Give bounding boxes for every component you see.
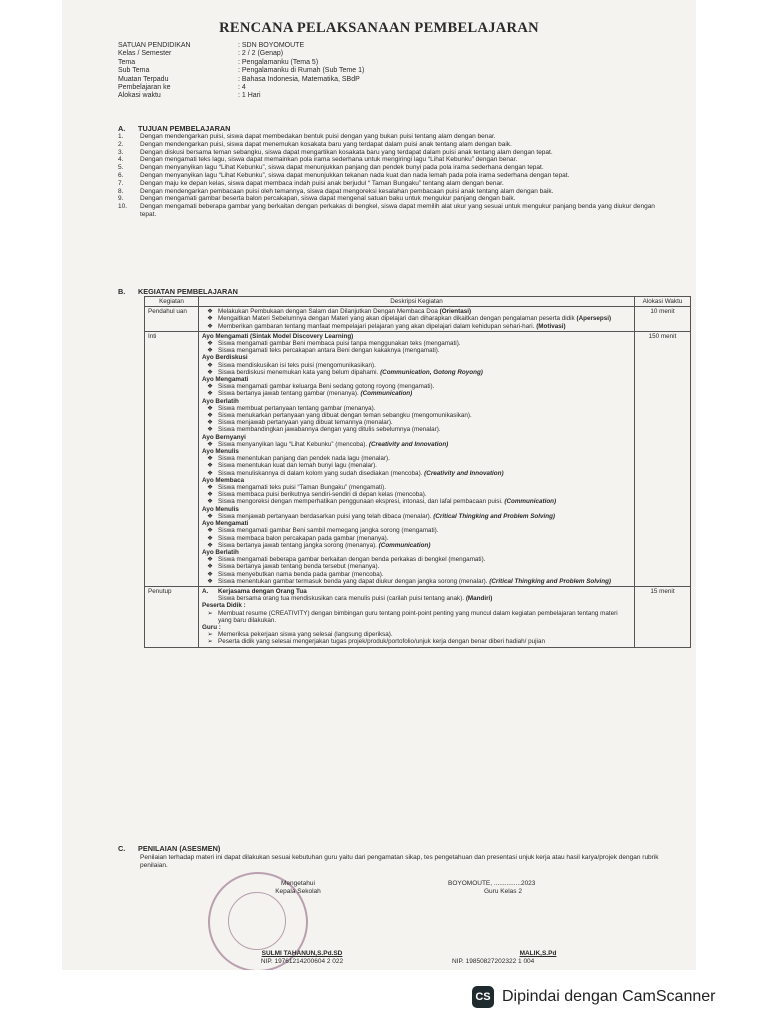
tujuan-text: Dengan menyanyikan lagu “Lihat Kebunku”, siswa dapat menunjukkan tekanan nada kuat dan nada lemah pada pola irama sederhana dengan tepat. <box>140 171 570 179</box>
document-title: RENCANA PELAKSANAAN PEMBELAJARAN <box>219 20 539 36</box>
guru-title: Guru : <box>202 623 221 631</box>
item-body: Siswa menjawab pertanyaan yang dibuat temannya (menalar). <box>218 419 393 427</box>
diamond-bullet-icon: ❖ <box>207 361 213 369</box>
identity-block <box>118 42 364 101</box>
section-c-title: PENILAIAN (ASESMEN) <box>138 844 221 853</box>
item-tag: (Motivasi) <box>536 322 566 330</box>
identity-value: : Pengalamanku (Tema 5) <box>238 58 319 66</box>
kegiatan-item <box>202 527 631 534</box>
identity-label: SATUAN PENDIDIKAN <box>118 42 191 49</box>
penutup-a-tag: (Mandiri) <box>465 595 493 603</box>
diamond-bullet-icon: ❖ <box>207 419 213 427</box>
identity-label: Muatan Terpadu <box>118 75 169 83</box>
tujuan-item <box>118 203 666 219</box>
pendahuluan-time: 10 menit <box>635 307 691 332</box>
penutup-a-number: A. <box>202 587 209 595</box>
tujuan-text: Dengan diskusi bersama teman sebangku, siswa dapat mengartikan kosakata baru yang terdapat dalam puisi anak tentang alam dengan tepat. <box>140 148 553 156</box>
guru-nip: NIP. 19850827202322 1 004 <box>452 958 535 965</box>
identity-label: Pembelajaran ke <box>118 84 171 92</box>
diamond-bullet-icon: ❖ <box>207 556 213 564</box>
tujuan-item <box>118 141 666 149</box>
diamond-bullet-icon: ❖ <box>207 315 213 323</box>
kegiatan-item <box>202 470 631 477</box>
item-body: Siswa bertanya jawab tentang gambar (menanya). <box>218 390 359 398</box>
identity-row <box>118 84 364 92</box>
tujuan-number: 4. <box>118 156 124 164</box>
item-body: Siswa menyebutkan nama benda pada gambar (mencoba). <box>218 570 384 578</box>
item-body: Siswa bertanya jawab tentang jangka sorong (menanya). <box>218 541 377 549</box>
identity-row <box>118 67 364 75</box>
kegiatan-item <box>202 426 631 433</box>
scanned-document <box>62 0 696 970</box>
tujuan-item <box>118 195 666 203</box>
kegiatan-item-text <box>218 563 379 570</box>
item-skill: (Communication) <box>504 498 557 506</box>
section-a-title: TUJUAN PEMBELAJARAN <box>138 124 231 133</box>
kegiatan-item <box>202 542 631 549</box>
activity-heading: Ayo Berdiskusi <box>202 354 248 362</box>
item-body: Siswa membandingkan jawabannya dengan yang ditulis sebelumnya (menalar). <box>218 426 441 434</box>
tujuan-number: 1. <box>118 133 124 140</box>
kegiatan-item <box>202 419 631 426</box>
section-a-number: A. <box>118 124 126 133</box>
item-body: Siswa mengamati beberapa gambar berkaitan dengan benda perkakas di bengkel (mengamati). <box>218 556 486 564</box>
item-body: Siswa mengoreksi dengan memperhatikan penggunaan ekspresi, intonasi, dan lafal pembacaan puisi. <box>218 498 503 506</box>
row-pendahuluan <box>145 307 691 332</box>
tujuan-item <box>118 164 666 172</box>
tujuan-text: Dengan maju ke depan kelas, siswa dapat membaca indah puisi anak berjudul “ Taman Bungaku” tentang alam dengan benar. <box>140 179 504 187</box>
diamond-bullet-icon: ❖ <box>207 484 213 492</box>
tujuan-item <box>118 172 666 180</box>
item-skill: (Critical Thingking and Problem Solving) <box>433 512 556 520</box>
section-c-number: C. <box>118 844 126 853</box>
signature-left <box>248 880 348 896</box>
diamond-bullet-icon: ❖ <box>207 498 213 506</box>
item-skill: (Creativity and Innovation) <box>424 469 504 477</box>
signature-right <box>448 880 598 896</box>
kegiatan-item-text <box>218 484 386 491</box>
row-penutup <box>145 586 691 647</box>
tujuan-item <box>118 133 666 141</box>
tujuan-item <box>118 180 666 188</box>
table-header-row <box>145 297 691 307</box>
diamond-bullet-icon: ❖ <box>207 577 213 585</box>
diamond-bullet-icon: ❖ <box>207 368 213 376</box>
kegiatan-item-text <box>218 347 440 354</box>
arrow-bullet-icon: ➢ <box>207 609 213 617</box>
item-body: Melakukan Pembukaan dengan Salam dan Dilanjutkan Dengan Membaca Doa <box>218 308 438 316</box>
identity-value: : Bahasa Indonesia, Matematika, SBdP <box>238 75 360 83</box>
kegiatan-item <box>202 362 631 369</box>
diamond-bullet-icon: ❖ <box>207 491 213 499</box>
identity-label: Tema <box>118 58 136 66</box>
kegiatan-item <box>202 347 631 354</box>
diamond-bullet-icon: ❖ <box>207 527 213 535</box>
diamond-bullet-icon: ❖ <box>207 462 213 470</box>
item-body: Siswa mengamati teks puisi “Taman Bungaku” (mengamati). <box>218 484 386 492</box>
kegiatan-item <box>202 390 631 397</box>
diamond-bullet-icon: ❖ <box>207 390 213 398</box>
diamond-bullet-icon: ❖ <box>207 563 213 571</box>
inti-desc <box>199 331 635 586</box>
kepala-sekolah-nip: NIP. 19761214200604 2 022 <box>260 958 344 965</box>
kegiatan-item <box>202 455 631 462</box>
item-body: Siswa menjawab pertanyaan berdasarkan puisi yang telah dibaca (menalar). <box>218 512 432 520</box>
activity-heading: Ayo Berlatih <box>202 548 239 556</box>
kegiatan-item-text <box>218 315 611 322</box>
kegiatan-item-text <box>218 462 377 469</box>
item-body: Siswa membaca puisi berikutnya sendiri-sendiri di depan kelas (mencoba). <box>218 491 427 499</box>
tujuan-text: Dengan mendengarkan pembacaan puisi oleh temannya, siswa dapat mengoreksi kesalahan pembacaan puisi anak tentang alam dengan baik. <box>140 187 554 195</box>
kegiatan-item-text <box>218 498 556 505</box>
penutup-a-text <box>202 595 631 602</box>
kegiatan-item-text <box>218 527 439 534</box>
item-body: Siswa menyanyikan lagu “Lihat Kebunku” (mencoba). <box>218 440 368 448</box>
tujuan-item <box>118 188 666 196</box>
item-body: Siswa mendiskusikan isi teks puisi (mengomunikasikan). <box>218 361 376 369</box>
kegiatan-item <box>202 535 631 542</box>
diamond-bullet-icon: ❖ <box>207 534 213 542</box>
diamond-bullet-icon: ❖ <box>207 570 213 578</box>
item-body: Siswa menukarkan pertanyaan yang dibuat dengan teman sebangku (mengomunikasikan). <box>218 412 472 420</box>
identity-label: Alokasi waktu <box>118 92 161 100</box>
kegiatan-item <box>202 462 631 469</box>
kegiatan-item-text <box>218 323 566 330</box>
item-skill: (Critical Thingking and Problem Solving) <box>489 577 612 585</box>
item-skill: (Communication) <box>378 541 431 549</box>
kegiatan-item <box>202 405 631 412</box>
item-body: Siswa membaca balon percakapan pada gambar (menanya). <box>218 534 389 542</box>
diamond-bullet-icon: ❖ <box>207 340 213 348</box>
item-body: Siswa mengamati teks percakapan antara Beni dengan kakaknya (mengamati). <box>218 347 440 355</box>
kegiatan-item-text <box>218 571 384 578</box>
peserta-item-text: Membuat resume (CREATIVITY) dengan bimbingan guru tentang point-point penting yang muncul dalam kegiatan pembelajaran tentang materi yang baru dilakukan. <box>218 609 618 624</box>
guru-item <box>202 638 631 645</box>
kegiatan-item-text <box>218 578 611 585</box>
item-body: Mengaitkan Materi Sebelumnya dengan Materi yang akan dipelajari dan diharapkan dikaitkan dengan pengalaman peserta didik <box>218 315 575 323</box>
item-skill: (Communication, Gotong Royong) <box>380 368 483 376</box>
header-deskripsi: Deskripsi Kegiatan <box>199 297 635 307</box>
arrow-bullet-icon: ➢ <box>207 631 213 639</box>
kegiatan-item <box>202 491 631 498</box>
identity-row <box>118 59 364 67</box>
tujuan-number: 10. <box>118 203 128 211</box>
section-b-number: B. <box>118 287 126 296</box>
diamond-bullet-icon: ❖ <box>207 440 213 448</box>
identity-value: : 2 / 2 (Genap) <box>238 50 284 58</box>
kegiatan-item-text <box>218 383 434 390</box>
kegiatan-item-text <box>218 405 376 412</box>
activity-heading: Ayo Mengamati (Sintak Model Discovery Learning) <box>202 332 354 340</box>
tujuan-text: Dengan mendengarkan puisi, siswa dapat membedakan bentuk puisi dengan yang bukan puisi tentang alam dengan benar. <box>140 133 496 140</box>
identity-label: Kelas / Semester <box>118 50 172 58</box>
kegiatan-item <box>202 412 631 419</box>
identity-row <box>118 50 364 58</box>
tujuan-number: 7. <box>118 179 124 187</box>
place-date: BOYOMOUTE, ...............2023 <box>448 880 536 887</box>
penutup-desc <box>199 586 635 647</box>
tujuan-text: Dengan mengamati gambar beserta balon percakapan, siswa dapat mengenal satuan baku untuk mengukur panjang dengan baik. <box>140 195 516 203</box>
pendahuluan-desc <box>199 307 635 332</box>
tujuan-number: 5. <box>118 164 124 172</box>
diamond-bullet-icon: ❖ <box>207 308 213 316</box>
kegiatan-item <box>202 340 631 347</box>
kepala-sekolah-name: SULMI TAHANUN,S.Pd.SD <box>261 950 343 957</box>
kegiatan-item <box>202 556 631 563</box>
camscanner-icon: CS <box>472 986 494 1008</box>
penutup-a-body: Siswa bersama orang tua mendiskusikan cara menulis puisi (carilah puisi tentang anak). <box>218 595 465 603</box>
header-kegiatan: Kegiatan <box>145 297 199 307</box>
kegiatan-item <box>202 498 631 505</box>
tujuan-number: 6. <box>118 171 124 179</box>
identity-row <box>118 42 364 50</box>
kegiatan-table <box>144 296 691 648</box>
activity-heading: Ayo Mengamati <box>202 376 249 384</box>
activity-heading: Ayo Menulis <box>202 505 239 513</box>
kegiatan-item-text <box>218 470 504 477</box>
diamond-bullet-icon: ❖ <box>207 347 213 355</box>
diamond-bullet-icon: ❖ <box>207 412 213 420</box>
tujuan-number: 3. <box>118 148 124 156</box>
activity-heading: Ayo Berlatih <box>202 397 239 405</box>
tujuan-item <box>118 149 666 157</box>
tujuan-number: 2. <box>118 140 124 148</box>
identity-value: : 4 <box>238 84 246 92</box>
item-tag: (Orientasi) <box>439 308 472 316</box>
kegiatan-item <box>202 484 631 491</box>
penutup-label: Penutup <box>145 586 199 647</box>
guru-item-text: Peserta didik yang selesai mengerjakan tugas projek/produk/portofolio/unjuk kerja dengan benar diberi hadiah/ pujian <box>218 638 545 646</box>
section-b-heading <box>118 287 238 296</box>
tujuan-item <box>118 156 666 164</box>
kegiatan-item-text <box>218 441 448 448</box>
penilaian-text: Penilaian terhadap materi ini dapat dilakukan sesuai kebutuhan guru yaitu dari pengamatan sikap, tes pengetahuan dan presentasi unjuk kerja atau hasil karya/projek dengan rubrik penilaian. <box>140 854 659 869</box>
item-body: Siswa mengamati gambar Beni membaca puisi tanpa menggunakan teks (mengamati). <box>218 340 461 348</box>
diamond-bullet-icon: ❖ <box>207 469 213 477</box>
diamond-bullet-icon: ❖ <box>207 455 213 463</box>
guru-list <box>202 631 631 645</box>
peserta-title: Peserta Didik : <box>202 602 246 610</box>
kegiatan-item-text <box>218 513 555 520</box>
tujuan-text: Dengan mengamati beberapa gambar yang berkaitan dengan perkakas di bengkel, siswa dapat memilih alat ukur yang sesuai untuk mengukur panjang benda yang diukur dengan tepat. <box>140 203 655 218</box>
identity-label: Sub Tema <box>118 67 150 75</box>
guru-item <box>202 631 631 638</box>
identity-value: : 1 Hari <box>238 92 261 100</box>
item-body: Siswa menuliskannya di dalam kolom yang sudah disediakan (mencoba). <box>218 469 423 477</box>
kegiatan-item <box>202 563 631 570</box>
row-inti <box>145 331 691 586</box>
activity-heading: Ayo Menulis <box>202 448 239 456</box>
diamond-bullet-icon: ❖ <box>207 541 213 549</box>
item-skill: (Creativity and Innovation) <box>368 440 449 448</box>
item-body: Siswa berdiskusi menemukan kata yang belum dipahami. <box>218 368 379 376</box>
diamond-bullet-icon: ❖ <box>207 322 213 330</box>
tujuan-text: Dengan mengamati teks lagu, siswa dapat memainkan pola irama sederhana untuk mengiringi lagu “Lihat Kebunku” dengan benar. <box>140 156 518 164</box>
item-body: Siswa mengamati gambar keluarga Beni sedang gotong royong (mengamati). <box>218 383 435 391</box>
identity-row <box>118 92 364 100</box>
inti-label: Inti <box>145 331 199 586</box>
kegiatan-item-text <box>218 412 472 419</box>
inti-time: 150 menit <box>635 331 691 586</box>
diamond-bullet-icon: ❖ <box>207 383 213 391</box>
tujuan-list <box>118 133 666 219</box>
guru-name: MALIK,S.Pd <box>519 950 557 957</box>
diamond-bullet-icon: ❖ <box>207 426 213 434</box>
identity-row <box>118 76 364 84</box>
identity-value: : Pengalamanku di Rumah (Sub Teme 1) <box>238 67 365 75</box>
kegiatan-item-text <box>218 535 388 542</box>
camscanner-footer <box>472 983 715 1011</box>
item-skill: (Communication) <box>360 390 413 398</box>
kegiatan-item-text <box>218 362 376 369</box>
kegiatan-item <box>202 315 631 322</box>
activity-heading: Ayo Membaca <box>202 476 245 484</box>
guru-item-text: Memeriksa pekerjaan siswa yang selesai (langsung diperiksa). <box>218 631 393 639</box>
item-body: Siswa menentukan kuat dan lemah bunyi lagu (menalar). <box>218 462 377 470</box>
kegiatan-item-text <box>218 390 412 397</box>
kegiatan-item <box>202 571 631 578</box>
tujuan-text: Dengan mendengarkan puisi, siswa dapat menemukan kosakata baru yang terdapat dalam puisi anak tentang alam dengan baik. <box>140 140 512 148</box>
kegiatan-item-text <box>218 308 471 315</box>
kegiatan-item-text <box>218 491 427 498</box>
arrow-bullet-icon: ➢ <box>207 638 213 646</box>
kegiatan-item <box>202 383 631 390</box>
kegiatan-item-text <box>218 556 485 563</box>
kepala-sekolah-label: Kepala Sekolah <box>275 888 321 895</box>
mengetahui-label: Mengetahui <box>281 880 315 887</box>
item-tag: (Apersepsi) <box>576 315 612 323</box>
kegiatan-item-text <box>218 340 461 347</box>
kegiatan-item <box>202 578 631 585</box>
section-b-title: KEGIATAN PEMBELAJARAN <box>138 287 238 296</box>
kegiatan-item <box>202 323 631 330</box>
section-a-heading <box>118 124 230 133</box>
pendahuluan-label: Pendahul uan <box>145 307 199 332</box>
section-c-heading <box>118 844 220 853</box>
kegiatan-item-text <box>218 426 441 433</box>
kegiatan-item <box>202 513 631 520</box>
peserta-item <box>202 610 631 624</box>
item-body: Siswa membuat pertanyaan tentang gambar (menanya). <box>218 404 376 412</box>
kegiatan-item-text <box>218 369 483 376</box>
penutup-a-title: Kerjasama dengan Orang Tua <box>218 587 307 595</box>
penutup-a-heading <box>202 588 631 595</box>
identity-value: : SDN BOYOMOUTE <box>238 42 305 49</box>
kegiatan-item <box>202 369 631 376</box>
header-alokasi: Alokasi Waktu <box>635 297 691 307</box>
item-body: Siswa menentukan gambar termasuk benda yang dapat diukur dengan jangka sorong (menalar). <box>218 577 488 585</box>
item-body: Siswa menentukan panjang dan pendek nada lagu (menalar). <box>218 455 390 463</box>
activity-heading: Ayo Bernyanyi <box>202 433 246 441</box>
item-body: Memberikan gambaran tentang manfaat mempelajari pelajaran yang akan dipelajari dalam kehidupan sehari-hari. <box>218 322 535 330</box>
item-body: Siswa bertanya jawab tentang benda tersebut (menanya). <box>218 563 380 571</box>
tujuan-number: 9. <box>118 195 124 203</box>
guru-kelas-label: Guru Kelas 2 <box>484 888 522 895</box>
tujuan-text: Dengan menyanyikan lagu “Lihat Kebunku”, siswa dapat menunjukkan panjang dan pendek bunyi pada pola irama sederhana dengan tepat. <box>140 164 544 172</box>
kegiatan-item <box>202 308 631 315</box>
kegiatan-item-text <box>218 542 430 549</box>
tujuan-number: 8. <box>118 187 124 195</box>
kegiatan-item-text <box>218 455 390 462</box>
diamond-bullet-icon: ❖ <box>207 404 213 412</box>
item-body: Siswa mengamati gambar Beni sambil memegang jangka sorong (mengamati). <box>218 527 439 535</box>
kegiatan-item-text <box>218 419 393 426</box>
kegiatan-item <box>202 441 631 448</box>
penutup-time: 15 menit <box>635 586 691 647</box>
activity-heading: Ayo Mengamati <box>202 520 249 528</box>
diamond-bullet-icon: ❖ <box>207 512 213 520</box>
camscanner-label: Dipindai dengan CamScanner <box>502 988 716 1005</box>
